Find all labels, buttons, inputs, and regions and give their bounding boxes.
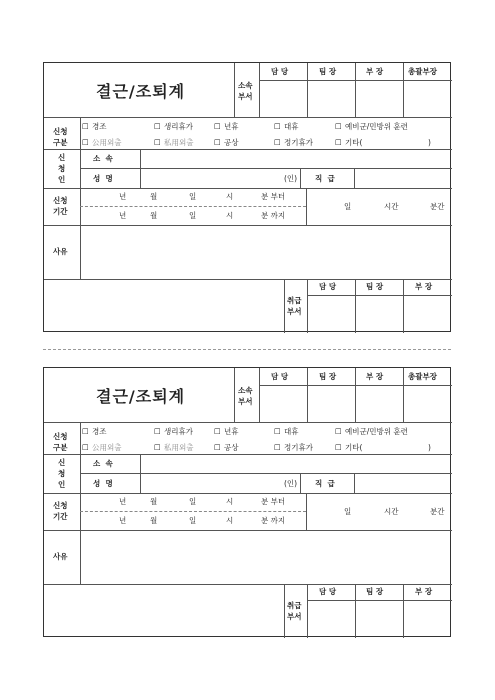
option-label: 대휴	[284, 122, 299, 131]
period-label: 신청 기간	[53, 501, 68, 521]
handling-approval-box-1[interactable]	[307, 295, 355, 333]
option-checkbox[interactable]	[335, 139, 342, 147]
option-checkbox[interactable]	[154, 139, 161, 147]
option-label: 공상	[224, 443, 239, 452]
option-checkbox[interactable]	[82, 444, 89, 452]
option-checkbox[interactable]	[154, 428, 161, 436]
apply-type-label: 신청 구분	[53, 127, 68, 147]
option-label-close: )	[428, 138, 431, 147]
option-label: 공상	[224, 138, 239, 147]
handling-approval-header-3: 부 장	[415, 282, 433, 291]
option-label: 대휴	[284, 427, 299, 436]
option-label: 예비군/민방위 훈련	[345, 427, 408, 436]
cut-line	[43, 349, 451, 350]
option-checkbox[interactable]	[82, 139, 89, 147]
duration-days: 일	[344, 507, 352, 516]
from-year: 년	[119, 497, 127, 506]
from-minute: 분 부터	[261, 192, 286, 201]
option-checkbox[interactable]	[154, 444, 161, 452]
applicant-label: 신 청 인	[58, 153, 66, 184]
seal-label: (인)	[284, 479, 298, 488]
option-checkbox[interactable]	[214, 444, 221, 452]
approval-header-3: 부 장	[366, 67, 384, 76]
option-checkbox[interactable]	[214, 428, 221, 436]
option-checkbox[interactable]	[335, 428, 342, 436]
duration-hours: 시간	[384, 202, 399, 211]
approval-header-4: 총괄부장	[408, 67, 437, 76]
dept-label: 소속 부서	[238, 386, 253, 406]
to-minute: 분 까지	[261, 516, 286, 525]
option-checkbox[interactable]	[335, 444, 342, 452]
reason-field[interactable]	[80, 530, 452, 584]
approval-box-1[interactable]	[259, 80, 307, 117]
approval-header-2: 팀 장	[319, 372, 337, 381]
to-month: 월	[150, 516, 158, 525]
to-year: 년	[119, 211, 127, 220]
from-hour: 시	[226, 192, 234, 201]
reason-field[interactable]	[80, 225, 452, 279]
rank-label: 직 급	[315, 174, 335, 183]
period-label: 신청 기간	[53, 196, 68, 216]
option-checkbox[interactable]	[82, 123, 89, 131]
affiliation-label: 소 속	[93, 459, 113, 468]
approval-header-1: 담 당	[271, 372, 289, 381]
option-label: 생리휴가	[164, 427, 193, 436]
to-month: 월	[150, 211, 158, 220]
duration-hours: 시간	[384, 507, 399, 516]
option-label: 公用외출	[92, 443, 122, 452]
from-day: 일	[189, 497, 197, 506]
option-label: 년휴	[224, 122, 239, 131]
dept-label: 소속 부서	[238, 81, 253, 101]
rank-label: 직 급	[315, 479, 335, 488]
option-label: 년휴	[224, 427, 239, 436]
approval-header-2: 팀 장	[319, 67, 337, 76]
option-checkbox[interactable]	[154, 123, 161, 131]
handling-approval-box-3[interactable]	[403, 600, 452, 638]
option-checkbox[interactable]	[335, 123, 342, 131]
affiliation-field[interactable]	[140, 149, 452, 168]
option-checkbox[interactable]	[214, 123, 221, 131]
from-year: 년	[119, 192, 127, 201]
to-hour: 시	[226, 211, 234, 220]
option-label: 기타(	[345, 443, 363, 452]
from-month: 월	[150, 192, 158, 201]
approval-box-3[interactable]	[355, 80, 403, 117]
rank-field[interactable]	[354, 168, 452, 188]
handling-approval-box-1[interactable]	[307, 600, 355, 638]
reason-label: 사유	[53, 552, 68, 561]
approval-box-3[interactable]	[355, 385, 403, 422]
affiliation-label: 소 속	[93, 154, 113, 163]
from-hour: 시	[226, 497, 234, 506]
duration-minutes: 분간	[430, 202, 445, 211]
option-label: 정기휴가	[284, 443, 313, 452]
from-minute: 분 부터	[261, 497, 286, 506]
form-title: 결근/조퇴계	[96, 387, 186, 406]
option-checkbox[interactable]	[214, 139, 221, 147]
name-field[interactable]	[140, 473, 300, 493]
applicant-label: 신 청 인	[58, 458, 66, 489]
from-day: 일	[189, 192, 197, 201]
option-label: 정기휴가	[284, 138, 313, 147]
option-label-close: )	[428, 443, 431, 452]
from-month: 월	[150, 497, 158, 506]
affiliation-field[interactable]	[140, 454, 452, 473]
handling-approval-box-2[interactable]	[355, 600, 403, 638]
approval-header-4: 총괄부장	[408, 372, 437, 381]
handling-approval-header-2: 팀 장	[366, 282, 384, 291]
handling-approval-header-2: 팀 장	[366, 587, 384, 596]
to-day: 일	[189, 211, 197, 220]
handling-approval-header-3: 부 장	[415, 587, 433, 596]
handling-approval-box-3[interactable]	[403, 295, 452, 333]
absence-form-2	[43, 367, 451, 637]
option-label: 경조	[92, 122, 107, 131]
option-checkbox[interactable]	[274, 139, 281, 147]
duration-days: 일	[344, 202, 352, 211]
option-label: 생리휴가	[164, 122, 193, 131]
option-checkbox[interactable]	[82, 428, 89, 436]
approval-box-2[interactable]	[307, 385, 355, 422]
option-label: 경조	[92, 427, 107, 436]
option-label: 기타(	[345, 138, 363, 147]
approval-header-1: 담 당	[271, 67, 289, 76]
name-field[interactable]	[140, 168, 300, 188]
handling-approval-header-1: 담 당	[319, 587, 337, 596]
duration-minutes: 분간	[430, 507, 445, 516]
handling-approval-header-1: 담 당	[319, 282, 337, 291]
to-year: 년	[119, 516, 127, 525]
reason-label: 사유	[53, 247, 68, 256]
approval-box-2[interactable]	[307, 80, 355, 117]
to-hour: 시	[226, 516, 234, 525]
name-label: 성 명	[93, 174, 113, 183]
option-checkbox[interactable]	[274, 123, 281, 131]
apply-type-label: 신청 구분	[53, 432, 68, 452]
approval-header-3: 부 장	[366, 372, 384, 381]
option-checkbox[interactable]	[274, 428, 281, 436]
option-checkbox[interactable]	[274, 444, 281, 452]
option-label: 公用외출	[92, 138, 122, 147]
absence-form-1	[43, 62, 451, 332]
name-label: 성 명	[93, 479, 113, 488]
approval-box-1[interactable]	[259, 385, 307, 422]
handling-approval-box-2[interactable]	[355, 295, 403, 333]
form-title: 결근/조퇴계	[96, 82, 186, 101]
to-day: 일	[189, 516, 197, 525]
handling-dept-label: 취급 부서	[287, 601, 302, 621]
approval-box-4[interactable]	[403, 385, 452, 422]
option-label: 私用외출	[164, 443, 194, 452]
seal-label: (인)	[284, 174, 298, 183]
option-label: 예비군/민방위 훈련	[345, 122, 408, 131]
option-label: 私用외출	[164, 138, 194, 147]
approval-box-4[interactable]	[403, 80, 452, 117]
rank-field[interactable]	[354, 473, 452, 493]
to-minute: 분 까지	[261, 211, 286, 220]
handling-dept-label: 취급 부서	[287, 296, 302, 316]
